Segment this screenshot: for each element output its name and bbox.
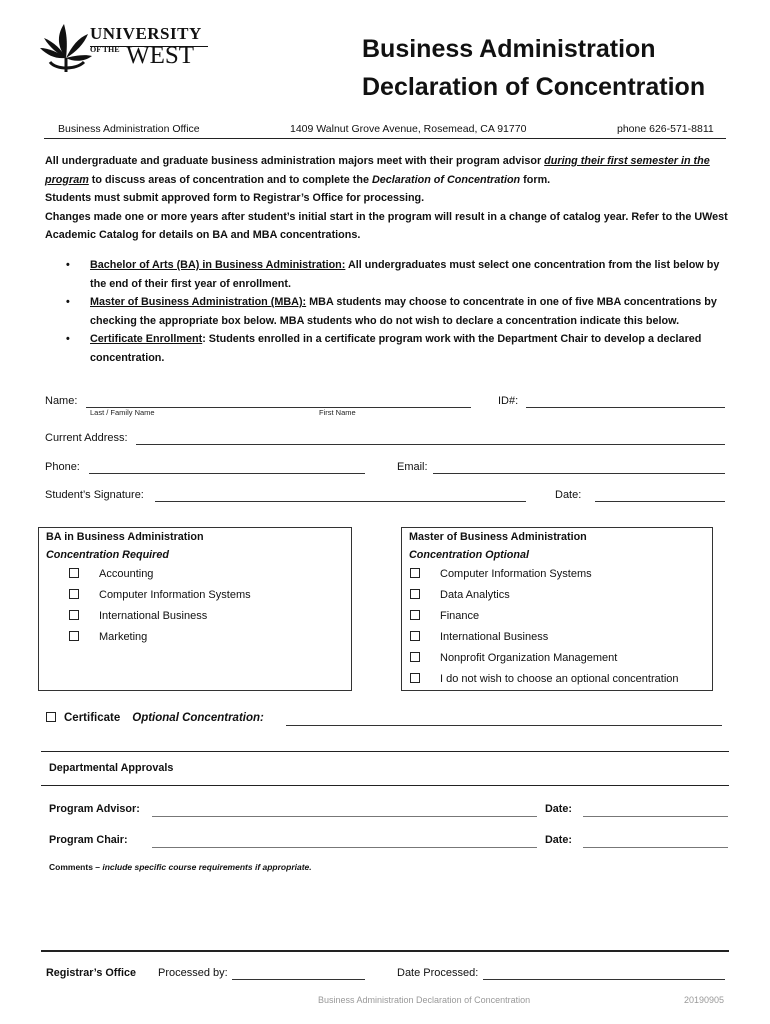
office-address: 1409 Walnut Grove Avenue, Rosemead, CA 91770 [290, 123, 527, 135]
intro-text [45, 152, 735, 245]
date-processed-label: Date Processed: [397, 967, 479, 979]
checkbox-icon[interactable] [410, 610, 420, 620]
chair-date-label: Date: [545, 834, 572, 846]
approvals-divider [41, 785, 729, 786]
phone-label: Phone: [45, 461, 80, 473]
mba-option-data-analytics[interactable]: Data Analytics [410, 585, 710, 606]
ba-option-international-business[interactable]: International Business [69, 606, 339, 627]
checkbox-icon[interactable] [410, 568, 420, 578]
footer-code: 20190905 [684, 995, 725, 1005]
mba-option-no-concentration[interactable]: I do not wish to choose an optional concentration [410, 669, 710, 690]
lotus-icon [36, 18, 96, 74]
ba-concentration-box [38, 527, 352, 691]
ba-subheading: Concentration Required [46, 549, 169, 561]
office-name: Business Administration Office [58, 123, 200, 135]
mba-option-finance[interactable]: Finance [410, 606, 710, 627]
certificate-optional-label: Optional Concentration: [132, 712, 264, 724]
phone-field[interactable] [89, 473, 365, 474]
date-label: Date: [555, 489, 582, 501]
ba-option-marketing[interactable]: Marketing [69, 627, 339, 648]
email-label: Email: [397, 461, 428, 473]
mba-option-nonprofit[interactable]: Nonprofit Organization Management [410, 648, 710, 669]
program-advisor-field[interactable] [152, 816, 537, 817]
processed-by-field[interactable] [232, 979, 365, 980]
bullet-certificate: • Certificate Enrollment: Students enrolled in a certificate program work with the Department Chair to develop a declared concentration. [66, 333, 702, 364]
ba-option-cis[interactable]: Computer Information Systems [69, 585, 339, 606]
registrar-top-rule [41, 950, 729, 952]
processed-by-label: Processed by: [158, 967, 228, 979]
registrar-label: Registrar’s Office [46, 967, 137, 979]
id-field[interactable] [526, 407, 725, 408]
checkbox-icon[interactable] [69, 589, 79, 599]
mba-heading: Master of Business Administration [409, 531, 587, 543]
certificate-concentration-field[interactable] [286, 725, 722, 726]
program-chair-label: Program Chair: [49, 834, 128, 846]
checkbox-icon[interactable] [69, 568, 79, 578]
last-name-hint: Last / Family Name [90, 408, 155, 417]
checkbox-icon[interactable] [410, 589, 420, 599]
mba-option-cis[interactable]: Computer Information Systems [410, 564, 710, 585]
footer-title: Business Administration Declaration of Concentration [318, 995, 531, 1005]
logo-west: WEST [126, 42, 195, 69]
comments-label: Comments – include specific course requirements if appropriate. [49, 862, 312, 872]
address-label: Current Address: [45, 432, 128, 444]
title-line-1: Business Administration [362, 35, 656, 63]
advisor-date-field[interactable] [583, 816, 728, 817]
intro-paragraph-3: Changes made one or more years after student’s initial start in the program will result in a change of catalog year. Refer to the UWest Academic Catalog for details on BA and MBA concentrations. [45, 210, 728, 241]
checkbox-icon[interactable] [410, 673, 420, 683]
program-advisor-label: Program Advisor: [49, 803, 140, 815]
checkbox-icon[interactable] [46, 712, 56, 722]
mba-concentration-box [401, 527, 713, 691]
header-divider [44, 138, 726, 139]
certificate-option[interactable]: Certificate Optional Concentration: [46, 712, 264, 724]
checkbox-icon[interactable] [69, 631, 79, 641]
university-logo [36, 18, 216, 74]
address-field[interactable] [136, 444, 725, 445]
program-chair-field[interactable] [152, 847, 537, 848]
logo-university: UNIVERSITY [90, 24, 202, 43]
first-name-hint: First Name [319, 408, 356, 417]
signature-field[interactable] [155, 501, 526, 502]
checkbox-icon[interactable] [410, 652, 420, 662]
chair-date-field[interactable] [583, 847, 728, 848]
logo-of-the: OF THE [90, 45, 120, 54]
advisor-date-label: Date: [545, 803, 572, 815]
intro-paragraph-2: Students must submit approved form to Registrar’s Office for processing. [45, 192, 425, 204]
page-title [362, 30, 705, 106]
name-label: Name: [45, 395, 78, 407]
email-field[interactable] [433, 473, 725, 474]
signature-label: Student’s Signature: [45, 489, 144, 501]
date-field[interactable] [595, 501, 725, 502]
ba-option-accounting[interactable]: Accounting [69, 564, 339, 585]
checkbox-icon[interactable] [410, 631, 420, 641]
date-processed-field[interactable] [483, 979, 725, 980]
mba-subheading: Concentration Optional [409, 549, 529, 561]
checkbox-icon[interactable] [69, 610, 79, 620]
approvals-heading: Departmental Approvals [49, 762, 174, 774]
bullet-mba: • Master of Business Administration (MBA): MBA students may choose to concentrate in one of five MBA concentrations by checking the appropriate box below. MBA students who do not wish to declare a concentration indicate this below. [66, 296, 717, 327]
title-line-2: Declaration of Concentration [362, 73, 706, 101]
concentration-instructions [66, 256, 726, 367]
id-label: ID#: [498, 395, 519, 407]
bullet-ba: • Bachelor of Arts (BA) in Business Administration: All undergraduates must select one concentration from the list below by the end of their first year of enrollment. [66, 259, 720, 290]
office-phone: phone 626-571-8811 [617, 123, 714, 135]
intro-paragraph-1: All undergraduate and graduate business administration majors meet with their program advisor during their first semester in the program to discuss areas of concentration and to complete the Declaration of Concentration form. [45, 155, 710, 186]
approvals-top-rule [41, 751, 729, 752]
ba-heading: BA in Business Administration [46, 531, 204, 543]
mba-option-international-business[interactable]: International Business [410, 627, 710, 648]
comments-field[interactable] [45, 876, 725, 944]
